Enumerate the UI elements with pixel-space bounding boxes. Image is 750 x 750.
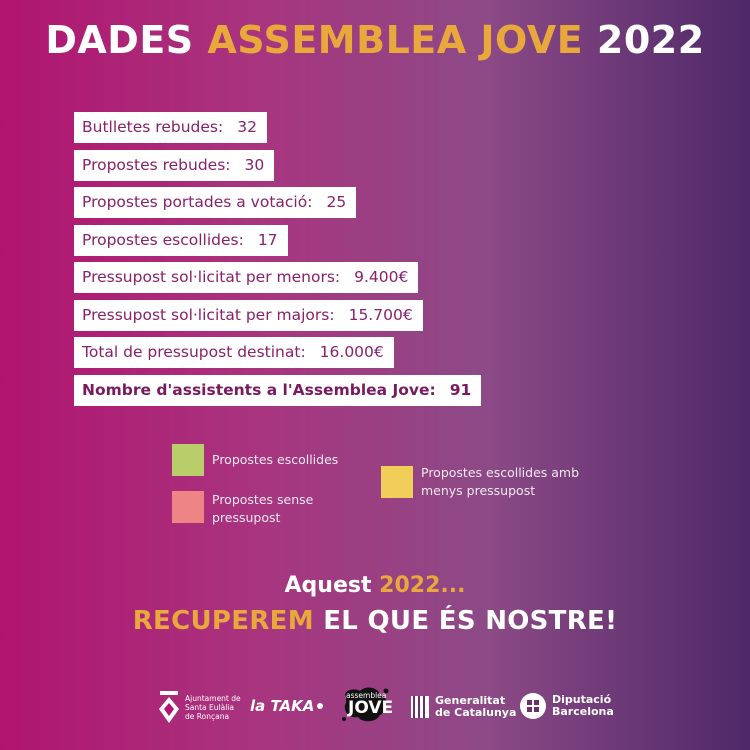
stat-row [74, 337, 394, 368]
stat-value: 32 [237, 118, 257, 136]
generalitat-logo [411, 695, 516, 719]
ajuntament-line2: Santa Eulàlia [185, 702, 234, 712]
stat-row [74, 300, 423, 331]
tagline-line1 [0, 573, 750, 598]
stats-list [74, 112, 481, 412]
legend-label: Propostes escollides [212, 452, 339, 467]
lataka-text: la TAKA [250, 697, 315, 715]
legend-label: Propostes escollides amb menys pressupost [421, 465, 580, 498]
tagline-text: Aquest [284, 573, 372, 598]
stat-value: 17 [257, 230, 278, 249]
legend-label: Propostes sense pressupost [212, 492, 314, 525]
diputacio-line2: Barcelona [552, 705, 614, 718]
ajuntament-line1: Ajuntament de [185, 693, 241, 703]
stat-label: Propostes portades a votació: [82, 193, 313, 211]
sponsor-logos [0, 683, 750, 733]
stat-label: Nombre d'assistents a l'Assemblea Jove: [82, 380, 436, 399]
legend-swatch-green [172, 444, 204, 476]
stat-label: Pressupost sol·licitat per menors: [82, 268, 341, 286]
ajuntament-crest-icon [157, 689, 181, 725]
stat-value: 30 [244, 155, 265, 174]
legend-item [381, 466, 601, 500]
stat-label: Total de pressupost destinat: [82, 343, 306, 361]
stat-label: Propostes escollides: [82, 230, 244, 249]
stat-row [74, 150, 274, 181]
page-title [0, 18, 750, 62]
title-part2: ASSEMBLEA JOVE [207, 18, 584, 62]
stat-label: Propostes rebudes: [82, 155, 231, 174]
stat-value: 25 [326, 193, 347, 211]
tagline-line2 [0, 606, 750, 636]
stat-label: Butlletes rebudes: [82, 118, 224, 136]
stat-row [74, 225, 288, 256]
stat-value: 15.700€ [348, 305, 413, 324]
diputacio-line1: Diputació [552, 693, 612, 706]
legend-item [172, 444, 392, 476]
stat-value: 16.000€ [319, 343, 384, 361]
stat-value: 9.400€ [354, 268, 409, 286]
stat-row [74, 375, 481, 406]
generalitat-line1: Generalitat [435, 694, 506, 707]
lataka-logo [250, 697, 323, 715]
stat-row [74, 112, 267, 143]
tagline-text: EL QUE ÉS NOSTRE! [323, 606, 618, 636]
legend-item [172, 491, 342, 527]
ajuntament-line3: de Ronçana [185, 711, 230, 721]
ajuntament-logo [157, 689, 241, 725]
stat-row [74, 187, 356, 218]
tagline-highlight: RECUPEREM [132, 606, 314, 636]
generalitat-flag-icon [411, 696, 429, 718]
title-part3: 2022 [596, 18, 705, 62]
diputacio-seal-icon [520, 693, 546, 719]
legend-swatch-yellow [381, 466, 413, 498]
diputacio-logo [520, 693, 614, 719]
assemblea-small-text: assemblea [346, 691, 387, 700]
assemblea-jove-logo [340, 685, 393, 717]
dot-icon [317, 703, 323, 709]
stat-label: Pressupost sol·licitat per majors: [82, 305, 335, 324]
legend-swatch-red [172, 491, 204, 523]
generalitat-line2: de Catalunya [435, 706, 517, 719]
title-part1: DADES [45, 18, 194, 62]
stat-row [74, 262, 418, 293]
assemblea-big-text: JOVE [348, 698, 394, 718]
tagline-year: 2022... [379, 573, 466, 598]
stat-value: 91 [449, 380, 472, 399]
